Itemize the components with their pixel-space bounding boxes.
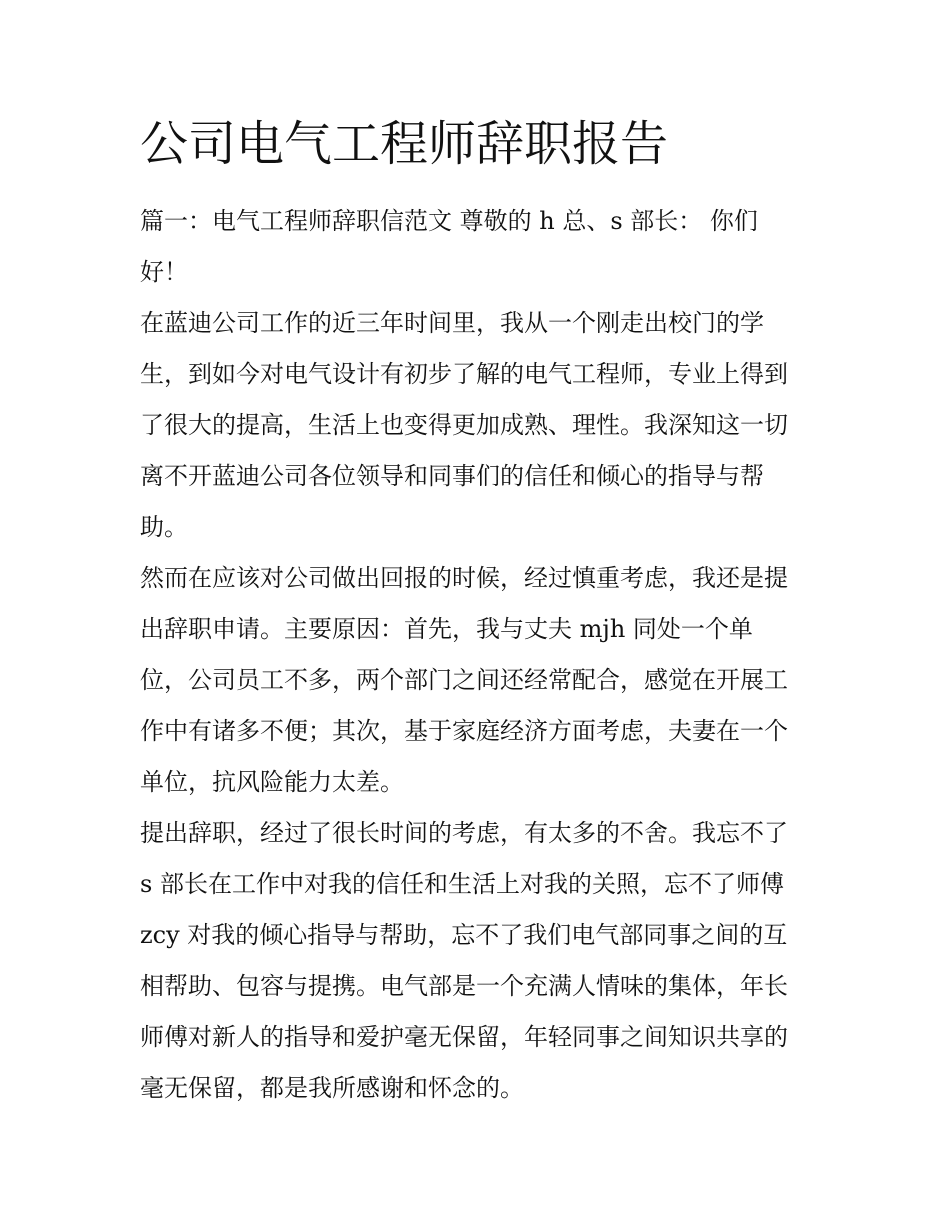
- text-line: 师傅对新人的指导和爱护毫无保留，年轻同事之间知识共享的: [140, 1023, 788, 1051]
- text-line: 篇一：电气工程师辞职信范文 尊敬的 h 总、s 部长： 你们: [140, 207, 758, 235]
- text-line: 好！: [140, 258, 188, 286]
- text-line: 单位，抗风险能力太差。: [140, 768, 404, 796]
- text-line: 生，到如今对电气设计有初步了解的电气工程师，专业上得到: [140, 360, 788, 388]
- paragraph-thanks: [140, 808, 820, 1114]
- paragraph-greeting: [140, 196, 820, 298]
- text-line: 作中有诸多不便；其次，基于家庭经济方面考虑，夫妻在一个: [140, 717, 788, 745]
- text-line: 了很大的提高，生活上也变得更加成熟、理性。我深知这一切: [140, 411, 788, 439]
- text-line: 出辞职申请。主要原因：首先，我与丈夫 mjh 同处一个单: [140, 615, 753, 643]
- text-line: 位，公司员工不多，两个部门之间还经常配合，感觉在开展工: [140, 666, 788, 694]
- document-body: [140, 196, 820, 1114]
- text-line: 在蓝迪公司工作的近三年时间里，我从一个刚走出校门的学: [140, 309, 764, 337]
- text-line: 提出辞职，经过了很长时间的考虑，有太多的不舍。我忘不了: [140, 819, 788, 847]
- text-line: s 部长在工作中对我的信任和生活上对我的关照，忘不了师傅: [140, 870, 784, 898]
- text-line: 离不开蓝迪公司各位领导和同事们的信任和倾心的指导与帮: [140, 462, 764, 490]
- document-title: 公司电气工程师辞职报告: [140, 116, 669, 172]
- text-line: 助。: [140, 513, 188, 541]
- paragraph-reasons: [140, 553, 820, 808]
- text-line: 然而在应该对公司做出回报的时候，经过慎重考虑，我还是提: [140, 564, 788, 592]
- text-line: 相帮助、包容与提携。电气部是一个充满人情味的集体，年长: [140, 972, 788, 1000]
- text-line: zcy 对我的倾心指导与帮助，忘不了我们电气部同事之间的互: [140, 921, 788, 949]
- paragraph-experience: [140, 298, 820, 553]
- text-line: 毫无保留，都是我所感谢和怀念的。: [140, 1074, 524, 1102]
